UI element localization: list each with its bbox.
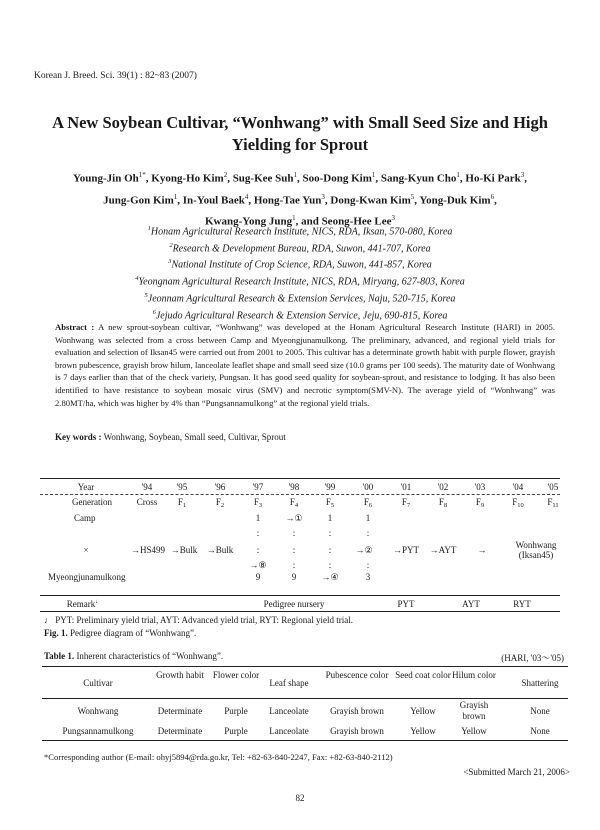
generation-cell: $F_9$ bbox=[475, 497, 485, 509]
selection-97: 1 bbox=[255, 513, 261, 523]
year-cell: '99 bbox=[324, 482, 336, 492]
author-affiliation-mark: 1* bbox=[138, 171, 146, 179]
year-label: Year bbox=[77, 482, 95, 492]
paper-title: A New Soybean Cultivar, “Wonhwang” with Small Seed Size and High Yielding for Sprout bbox=[52, 113, 548, 154]
generation-cell: $F_4$ bbox=[289, 497, 299, 509]
generation-cell: $F_8$ bbox=[438, 497, 448, 509]
table-cell: Determinate bbox=[157, 726, 203, 736]
abstract-label: Abstract : bbox=[55, 322, 95, 332]
affiliation-text: Research & Development Bureau, RDA, Suwon, 441-707, Korea bbox=[172, 243, 431, 255]
figure-caption-text: Pedigree diagram of “Wonhwang”. bbox=[70, 628, 197, 638]
page-number: 82 bbox=[295, 793, 305, 803]
affiliation-mark: 4 bbox=[135, 275, 139, 283]
colon: : bbox=[366, 560, 370, 570]
table-cell: Yellow bbox=[410, 706, 436, 716]
colon: : bbox=[328, 528, 332, 538]
author-name: Dong-Kwan Kim bbox=[330, 194, 411, 207]
affiliation-text: National Institute of Crop Science, RDA, Suwon, 441-857, Korea bbox=[171, 259, 432, 271]
author-line-1: Young-Jin $Oh^{1*}$, Kyong-Ho Kim$^2$, Sug-Kee Suh$^1$, Soo-Dong Kim$^1$, Sang-Kyun Cho$^1$, Ho-Ki Park$^3$, bbox=[73, 171, 527, 185]
generation-cell: $F_7$ bbox=[401, 497, 411, 509]
generation-cell: $F_5$ bbox=[325, 497, 335, 509]
year-cell: '98 bbox=[288, 482, 300, 492]
table-cell: Yellow bbox=[461, 726, 487, 736]
author-name: Young-Jin Oh bbox=[73, 172, 139, 185]
author-affiliation-mark: 1 bbox=[173, 192, 178, 201]
year-cell: '04 bbox=[512, 482, 524, 492]
author-affiliation-mark: 3 bbox=[321, 192, 325, 201]
keywords-text: Wonhwang, Soybean, Small seed, Cultivar, Sprout bbox=[103, 432, 286, 442]
table-cell: Yellow bbox=[410, 726, 436, 736]
year-cell: '03 bbox=[474, 482, 486, 492]
generation-cell: Cross bbox=[136, 497, 158, 507]
table-header-cell: Flower color bbox=[212, 670, 260, 680]
author-name: In-Youl Baek bbox=[182, 194, 245, 207]
selection-00: 1 bbox=[365, 513, 371, 523]
author-name: Sang-Kyun Cho bbox=[380, 172, 457, 185]
year-cell: '01 bbox=[400, 482, 412, 492]
bottom-00: 3 bbox=[365, 572, 371, 582]
year-cell: '00 bbox=[362, 482, 374, 492]
table-header-cell: Hilum color bbox=[452, 670, 496, 680]
colon: : bbox=[292, 560, 296, 570]
year-cell: '94 bbox=[141, 482, 153, 492]
affiliation bbox=[40, 289, 560, 306]
pedigree-bottom-rule bbox=[40, 611, 560, 612]
bottom-97: 9 bbox=[255, 572, 261, 582]
colon: : bbox=[328, 545, 332, 555]
generation-cell: $F_3$ bbox=[253, 497, 263, 509]
parent-myeongjunamulkong: Myeongjunamulkong bbox=[48, 572, 126, 582]
author-line-3: Kwang-Yong Jung$^1$, and Seong-Hee Lee$^3$ bbox=[204, 214, 396, 228]
author-name: Soo-Dong Kim bbox=[302, 172, 372, 185]
affiliation bbox=[40, 222, 560, 239]
affiliation bbox=[40, 239, 560, 256]
table-header-cell: Cultivar bbox=[83, 678, 113, 688]
cross-symbol: × bbox=[83, 545, 89, 555]
figure-label: Fig. 1. bbox=[44, 628, 68, 638]
abstract-text: A new sprout-soybean cultivar, “Wonhwang” was developed at the Honam Agricultural Research Institute (HARI) in 2005. Wonhwang was selected from a cross between Camp and Myeongjunamulkong. The preliminary, advanced, and regional yield trials for evaluation and selection of Iksan45 were carried out from 2001 to 2005. This cultivar has a determinate growth habit with purple flower, grayish brown pubescence, grayish brow hilum, lanceolate leaflet shape and small seed size (10.0 grams per 100 seeds). The maturity date of Wonhwang is 7 days earlier than that of the check variety, Pungsan. It has good seed quality for soybean-sprout, and resistance to lodging. It has also been identified to have resistance to soybean mosaic virus (SMV) and necrotic symptom(SMV-N). The average yield of “Wonhwang” was 2.80MT/ha, which was higher by 4% than “Pungsannamulkong” at the regional yield trials. bbox=[55, 322, 555, 408]
generation-cell: $F_{11}$ bbox=[547, 497, 559, 509]
affiliation-mark: 3 bbox=[168, 258, 172, 266]
ayt-step: →AYT bbox=[429, 545, 457, 555]
table-cell: Grayish brown bbox=[330, 706, 384, 716]
selection-00-line: →② bbox=[355, 545, 373, 555]
colon: : bbox=[256, 545, 260, 555]
table-cell: None bbox=[530, 726, 550, 736]
abbreviation-note: ♩ PYT: Preliminary yield trial, AYT: Advanced yield trial, RYT: Regional yield trial. bbox=[44, 615, 354, 625]
table-header-cell: Leaf shape bbox=[269, 678, 309, 688]
year-cell: '02 bbox=[437, 482, 449, 492]
author-affiliation-mark: 3 bbox=[391, 214, 396, 223]
affiliation-text: Jejudo Agricultural Research & Extension Service, Jeju, 690-815, Korea bbox=[155, 310, 448, 321]
author-affiliation-mark: 4 bbox=[244, 192, 249, 201]
remark-pedigree-nursery: Pedigree nursery bbox=[263, 599, 325, 609]
remark-label: Remark♩ bbox=[66, 599, 102, 609]
remark-pyt: PYT bbox=[397, 599, 415, 609]
table-source: (HARI, '03～'05) bbox=[501, 653, 564, 663]
bulk-f2: →Bulk bbox=[206, 545, 234, 555]
table-cell: Determinate bbox=[157, 706, 203, 716]
bottom-99: →④ bbox=[321, 572, 339, 582]
table-header-rule bbox=[42, 698, 568, 699]
table-top-rule bbox=[42, 666, 568, 667]
table-cell: Pungsannamulkong bbox=[62, 726, 134, 736]
submission-date: <Submitted March 21, 2006> bbox=[463, 767, 570, 777]
pedigree-header-rule bbox=[40, 494, 560, 495]
affiliation-mark: 2 bbox=[169, 241, 173, 249]
affiliation-list bbox=[40, 222, 560, 322]
bulk-f1: →Bulk bbox=[170, 545, 198, 555]
author-name: Kyong-Ho Kim bbox=[151, 172, 224, 185]
year-cell: '96 bbox=[214, 482, 226, 492]
generation-cell: $F_1$ bbox=[177, 497, 187, 509]
remark-ryt: RYT bbox=[513, 599, 531, 609]
author-affiliation-mark: 1 bbox=[456, 171, 460, 179]
bottom-98: 9 bbox=[291, 572, 297, 582]
year-cell: '95 bbox=[176, 482, 188, 492]
table-cell: Grayish brown bbox=[330, 726, 384, 736]
table-caption bbox=[44, 651, 223, 661]
pyt-step: →PYT bbox=[392, 545, 420, 555]
table-cell: Lanceolate bbox=[269, 726, 309, 736]
keywords-label: Key words : bbox=[55, 432, 102, 442]
table-bottom-rule bbox=[42, 740, 568, 741]
table-cell: Purple bbox=[224, 706, 248, 716]
author-affiliation-mark: 1 bbox=[292, 214, 296, 223]
corresponding-author: *Corresponding author (E-mail: ohyj5894@rda.go.kr, Tel: +82-63-840-2247, Fax: +82-63-840-2112) bbox=[44, 752, 393, 762]
colon: : bbox=[366, 528, 370, 538]
table-cell: Grayish brown bbox=[459, 700, 489, 721]
author-name: Sug-Kee Suh bbox=[232, 172, 294, 185]
parent-camp: Camp bbox=[74, 513, 96, 523]
table-header-cell: Growth habit bbox=[156, 670, 204, 680]
table-header-cell: Pubescence color bbox=[325, 670, 389, 680]
affiliation-text: Honam Agricultural Research Institute, NICS, RDA, Iksan, 570-080, Korea bbox=[150, 226, 453, 238]
year-cell: '97 bbox=[252, 482, 264, 492]
remark-ayt: AYT bbox=[462, 599, 480, 609]
affiliation-mark: 1 bbox=[147, 225, 151, 232]
author-affiliation-mark: 2 bbox=[223, 171, 228, 179]
table-cell: Purple bbox=[224, 726, 248, 736]
generation-cell: $F_6$ bbox=[363, 497, 373, 509]
author-name: Yong-Duk Kim bbox=[419, 194, 491, 207]
pedigree-remark-rule bbox=[40, 595, 560, 596]
selection-98: →① bbox=[285, 513, 303, 523]
table-cell: Wonhwang bbox=[77, 706, 119, 716]
journal-citation: Korean J. Breed. Sci. 39(1) : 82~83 (2007) bbox=[34, 71, 197, 81]
selection-99: 1 bbox=[327, 513, 333, 523]
affiliation bbox=[40, 272, 560, 289]
table-cell: None bbox=[530, 706, 550, 716]
colon: : bbox=[292, 545, 296, 555]
author-name: Ho-Ki Park bbox=[465, 172, 521, 185]
selection-97-line: →⑧ bbox=[249, 560, 267, 570]
arrow-to-wonhwang: → bbox=[477, 545, 487, 555]
line-hs499: →HS499 bbox=[130, 545, 166, 555]
affiliation-mark: 6 bbox=[152, 308, 156, 316]
abstract bbox=[55, 321, 555, 409]
table-header-cell: Seed coat color bbox=[395, 670, 451, 680]
author-name: Jung-Gon Kim bbox=[103, 194, 174, 207]
line-iksan45: (Iksan45) bbox=[518, 550, 554, 560]
keywords bbox=[55, 432, 555, 442]
pedigree-top-rule bbox=[40, 478, 560, 479]
author-affiliation-mark: 6 bbox=[490, 192, 495, 201]
generation-cell: $F_2$ bbox=[215, 497, 225, 509]
table-label: Table 1. bbox=[44, 651, 75, 661]
author-affiliation-mark: 1 bbox=[371, 171, 376, 179]
author-name: and Seong-Hee Lee bbox=[301, 215, 392, 228]
table-cell: Lanceolate bbox=[269, 706, 309, 716]
colon: : bbox=[328, 560, 332, 570]
author-line-2: Jung-Gon Kim$^1$, In-Youl Baek$^4$, Hong-Tae Yun$^3$, Dong-Kwan Kim$^5$, Yong-Duk Kim$^6$, bbox=[103, 192, 497, 207]
cultivar-wonhwang: Wonhwang bbox=[515, 540, 557, 550]
affiliation-text: Jeonnam Agricultural Research & Extension Services, Naju, 520-715, Korea bbox=[147, 293, 456, 305]
year-cell: '05 bbox=[547, 482, 559, 492]
colon: : bbox=[292, 528, 296, 538]
author-name: Hong-Tae Yun bbox=[253, 194, 322, 207]
generation-label: Generation bbox=[72, 497, 112, 507]
affiliation bbox=[40, 255, 560, 272]
colon: : bbox=[256, 528, 260, 538]
author-affiliation-mark: 3 bbox=[520, 171, 525, 179]
affiliation-mark: 5 bbox=[144, 291, 148, 299]
table-caption-text: Inherent characteristics of “Wonhwang”. bbox=[76, 651, 224, 661]
affiliation bbox=[40, 306, 560, 323]
author-affiliation-mark: 1 bbox=[293, 171, 298, 179]
table-header-cell: Shattering bbox=[521, 678, 559, 688]
pedigree-footnote bbox=[44, 614, 353, 640]
author-name: Kwang-Yong Jung bbox=[204, 215, 293, 228]
figure-caption bbox=[44, 627, 353, 640]
author-affiliation-mark: 5 bbox=[410, 192, 415, 201]
generation-cell: $F_{10}$ bbox=[512, 497, 524, 509]
affiliation-text: Yeongnam Agricultural Research Institute, NICS, RDA, Miryang, 627-803, Korea bbox=[138, 276, 465, 288]
